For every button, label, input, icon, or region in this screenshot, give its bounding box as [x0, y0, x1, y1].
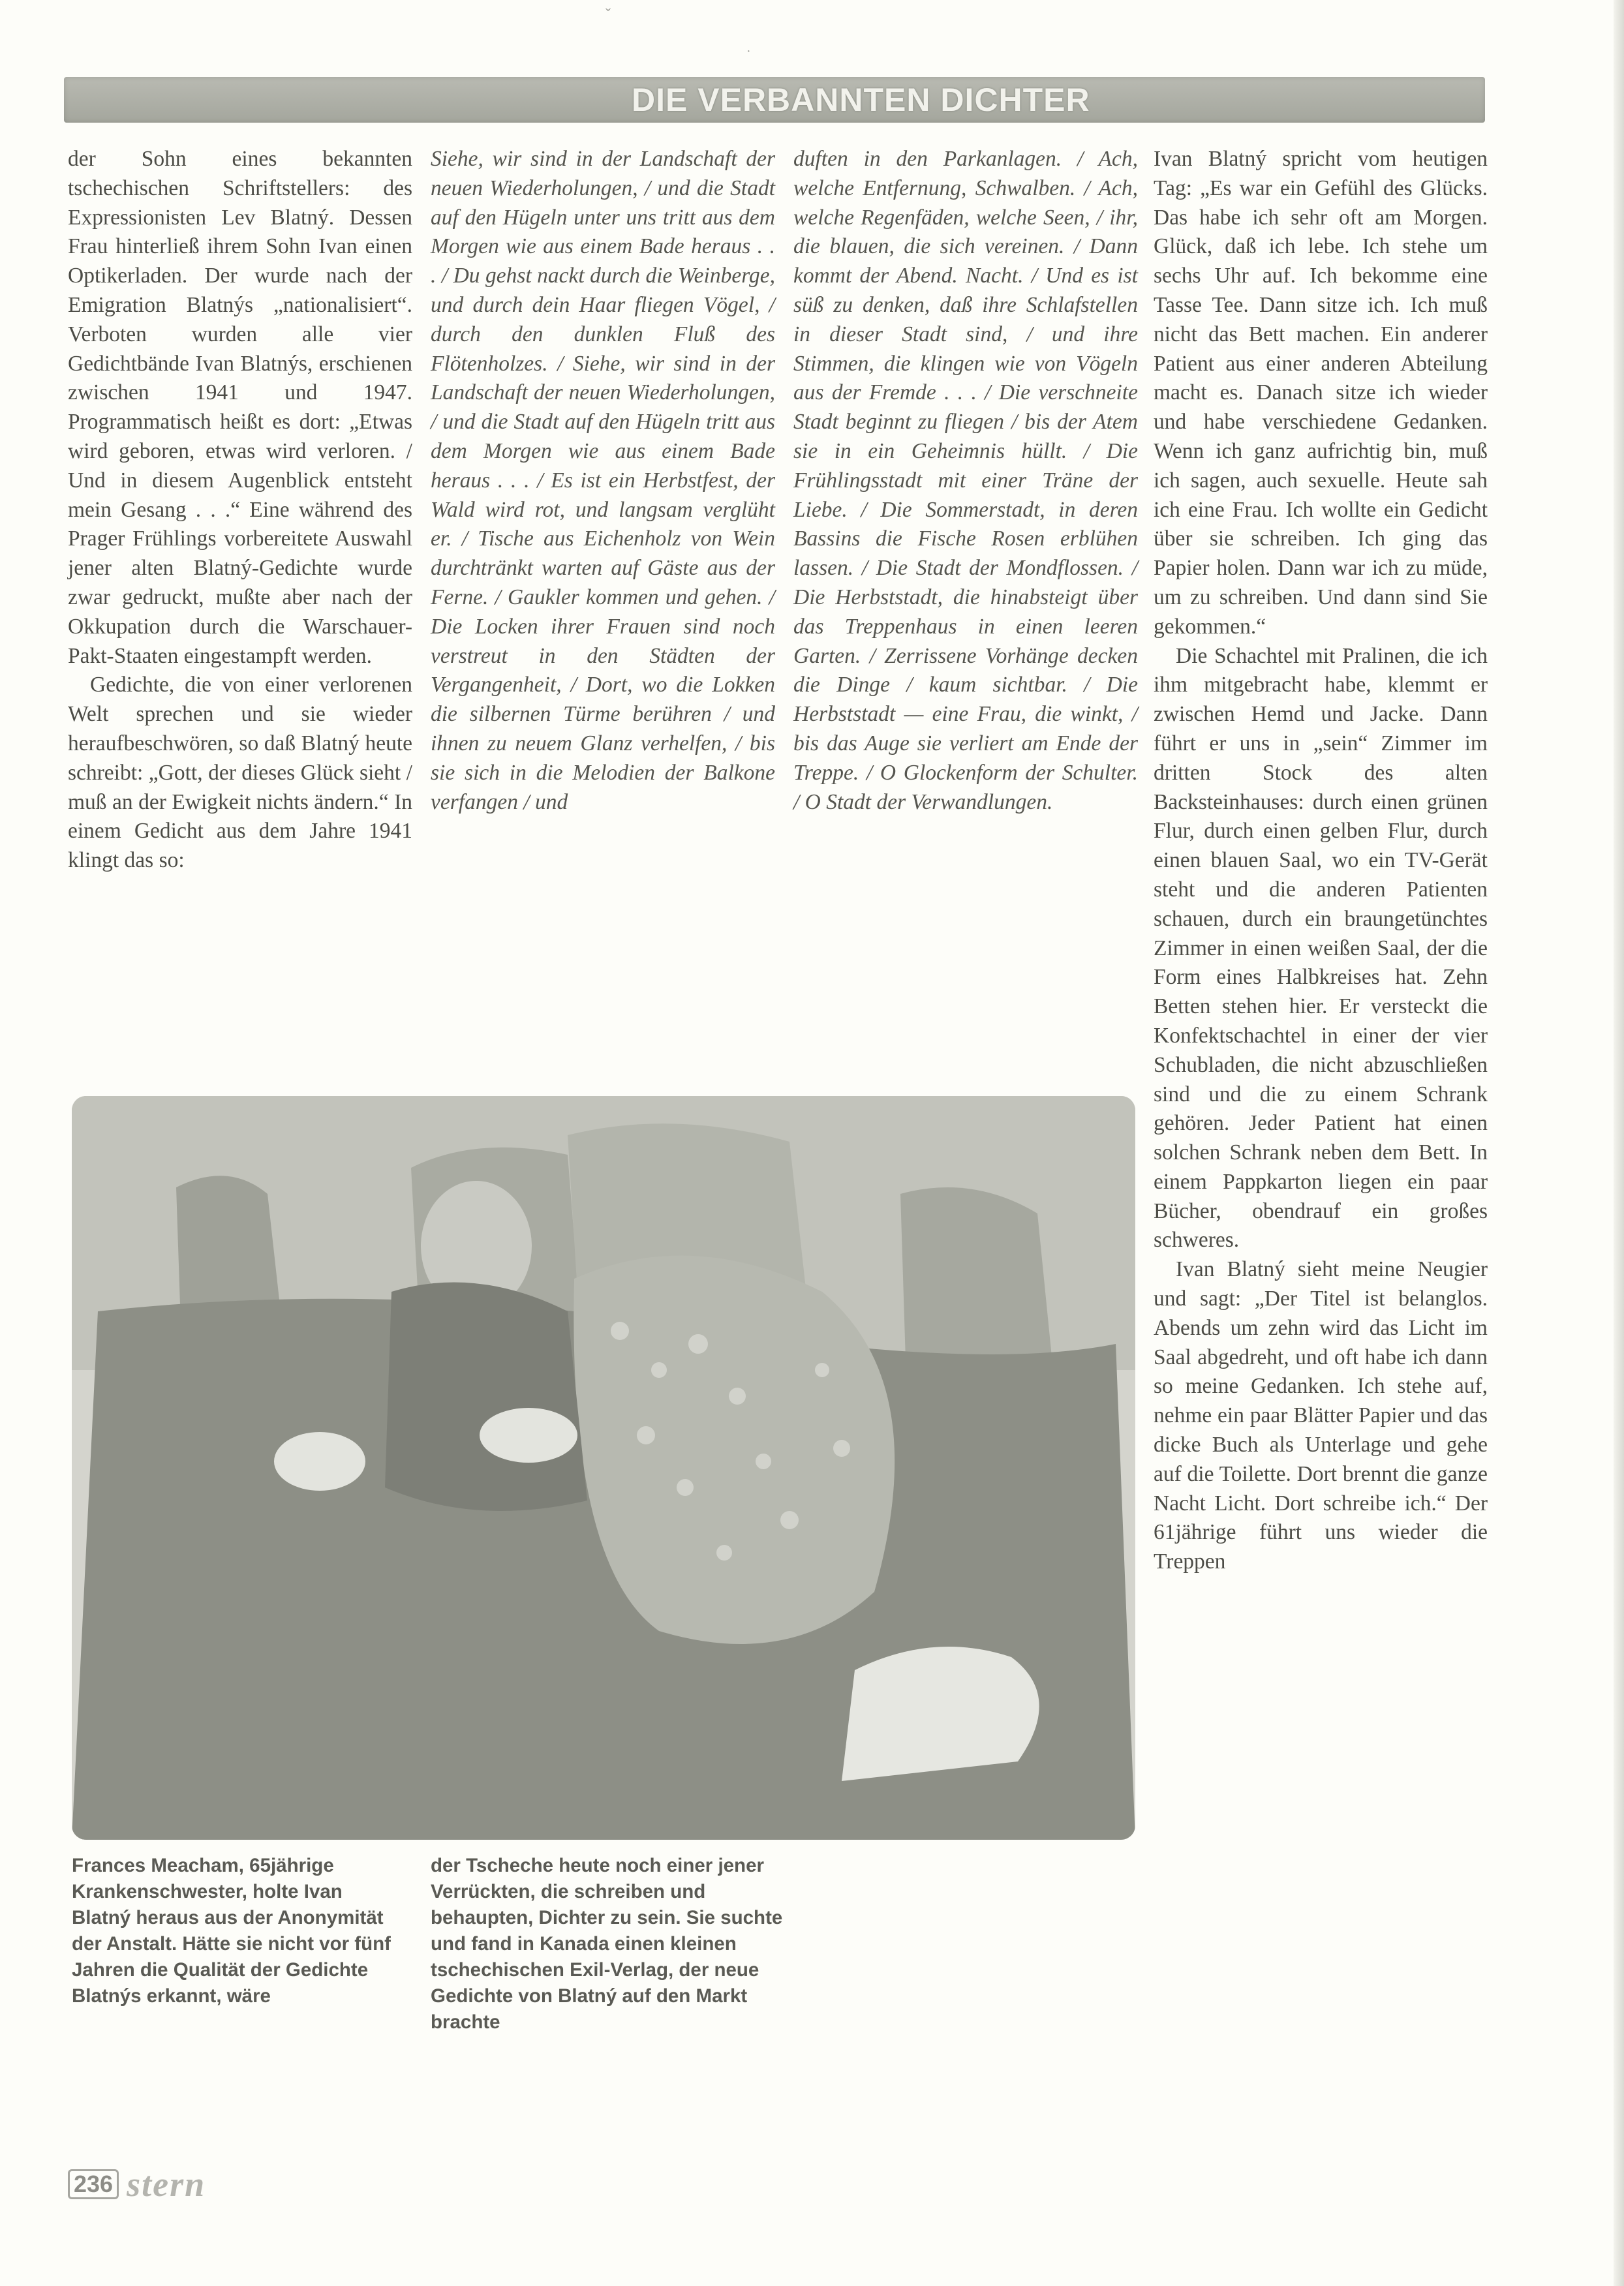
- paragraph: Die Schachtel mit Pralinen, die ich ihm mitgebracht habe, klemmt er zwischen Hemd und Jacke. Dann führt er uns in „sein“ Zimmer im dritten Stock des alten Backsteinhauses: durch einen grünen Flur, durch einen gelben Flur, durch einen blauen Saal, wo ein TV-Gerät steht und die anderen Patienten schauen, durch ein braungetünchtes Zimmer in einen weißen Saal, der die Form eines Halbkreises hat. Zehn Betten stehen hier. Er versteckt die Konfektschachtel in einer der vier Schubladen, die nicht abzuschließen sind und die zu einem Schrank gehören. Jeder Patient hat einen solchen Schrank neben dem Bett. In einem Pappkarton liegen ein paar Bücher, obendrauf ein großes schweres.: [1154, 643, 1488, 1253]
- text-column-3: [793, 145, 1138, 817]
- page-edge: [1614, 0, 1624, 2286]
- photo-caption: Frances Meacham, 65jährige Krankenschwester, holte Ivan Blatný heraus aus der Anonymität der Anstalt. Hätte sie nicht vor fünf Jahren die Qualität der Gedichte Blatnýs erkannt, wäre: [72, 1855, 391, 2007]
- magazine-logo: stern: [127, 2165, 206, 2204]
- text-column-4: [1154, 145, 1488, 1854]
- page-number: 236: [68, 2169, 119, 2199]
- paragraph: Ivan Blatný spricht vom heutigen Tag: „Es war ein Gefühl des Glücks. Das habe ich sehr oft am Morgen. Glück, daß ich lebe. Ich stehe um sechs Uhr auf. Ich bekomme eine Tasse Tee. Dann sitze ich. Ich muß nicht das Bett machen. Ein anderer Patient aus einer anderen Abteilung macht es. Danach sitze ich wieder und habe verschiedene Gedanken. Wenn ich ganz aufrichtig bin, muß ich sagen, auch sexuelle. Heute sah ich eine Frau. Ich wollte ein Gedicht über sie schreiben. Ich ging das Papier holen. Dann war ich zu müde, um zu schreiben. Und dann sind Sie gekommen.“: [1154, 147, 1488, 639]
- text-column-1: [68, 145, 412, 876]
- text-column-2: [431, 145, 775, 817]
- article-photo: [72, 1096, 1135, 1840]
- paragraph: der Sohn eines bekannten tschechischen Schriftstellers: des Expressionisten Lev Blatný. Dessen Frau hinterließ ihrem Sohn Ivan einen Optikerladen. Der wurde nach der Emigration Blatnýs „nationalisiert“. Verboten wurden alle vier Gedichtbände Ivan Blatnýs, erschienen zwischen 1941 und 1947. Programmatisch heißt es dort: „Etwas wird geboren, etwas wird verloren. / Und in diesem Augenblick entsteht mein Gesang . . .“ Eine während des Prager Frühlings vorbereitete Auswahl jener alten Blatný-Gedichte wurde zwar gedruckt, mußte aber nach der Okkupation durch die Warschauer-Pakt-Staaten eingestampft werden.: [68, 147, 412, 668]
- print-mark: ·: [746, 44, 751, 59]
- paragraph: Gedichte, die von einer verlorenen Welt sprechen und sie wieder heraufbeschwören, so daß Blatný heute schreibt: „Gott, der dieses Glück sieht / muß an der Ewigkeit nichts ändern.“ In einem Gedicht aus dem Jahre 1941 klingt das so:: [68, 673, 412, 873]
- photo-caption-continued: der Tscheche heute noch einer jener Verrückten, die schreiben und behaupten, Dichter zu sein. Sie suchte und fand in Kanada einen kleinen tschechischen Exil-Verlag, der neue Gedichte von Blatný auf den Markt brachte: [431, 1855, 783, 2033]
- poem-text: duften in den Parkanlagen. / Ach, welche Entfernung, Schwalben. / Ach, welche Regenfäden, welche Seen, / ihr, die blauen, die sich vereinen. / Dann kommt der Abend. Nacht. / Und es ist süß zu denken, daß ihre Schlafstellen in dieser Stadt sind, / und ihre Stimmen, die klingen wie von Vögeln aus der Fremde . . . / Die verschneite Stadt beginnt zu fliegen / bis der Atem sie in ein Geheimnis hüllt. / Die Frühlingsstadt mit einer Träne der Liebe. / Die Sommerstadt, in deren Bassins die Fische Rosen erblühen lassen. / Die Stadt der Mondflossen. / Die Herbststadt, die hinabsteigt über das Treppenhaus in einen leeren Garten. / Zerrissene Vorhänge decken die Dinge / kaum sichtbar. / Die Herbststadt — eine Frau, die winkt, / bis das Auge sie verliert am Ende der Treppe. / O Glockenform der Schulter. / O Stadt der Verwandlungen.: [793, 147, 1138, 814]
- paragraph: Ivan Blatný sieht meine Neugier und sagt: „Der Titel ist belanglos. Abends um zehn wird das Licht im Saal abgedreht, und oft habe ich dann so meine Gedanken. Ich stehe auf, nehme ein paar Blätter Papier und das dicke Buch als Unterlage und gehe auf die Toilette. Dort brennt die ganze Nacht Licht. Dort schreibe ich.“ Der 61jährige führt uns wieder die Treppen: [1154, 1257, 1488, 1574]
- poem-text: Siehe, wir sind in der Landschaft der neuen Wiederholungen, / und die Stadt auf den Hügeln unter uns tritt aus dem Morgen wie aus einem Bade heraus . . . / Du gehst nackt durch die Weinberge, und durch dein Haar fliegen Vögel, / durch den dunklen Fluß des Flötenholzes. / Siehe, wir sind in der Landschaft der neuen Wiederholungen, / und die Stadt auf den Hügeln tritt aus dem Morgen wie aus einem Bade heraus . . . / Es ist ein Herbstfest, der Wald wird rot, und langsam verglüht er. / Tische aus Eichenholz von Wein durchtränkt warten auf Gäste aus der Ferne. / Gaukler kommen und gehen. / Die Locken ihrer Frauen sind noch verstreut in den Städten der Vergangenheit, / Dort, wo die Lokken die silbernen Türme berühren / und ihnen zu neuem Glanz verhelfen, / bis sie sich in die Melodien der Balkone verfangen / und: [431, 147, 775, 814]
- print-mark: ˇ: [605, 7, 611, 23]
- section-title: DIE VERBANNTEN DICHTER: [632, 82, 1090, 118]
- photo-illustration: [72, 1096, 1135, 1840]
- section-header: [64, 77, 1485, 123]
- page-footer: [68, 2166, 206, 2202]
